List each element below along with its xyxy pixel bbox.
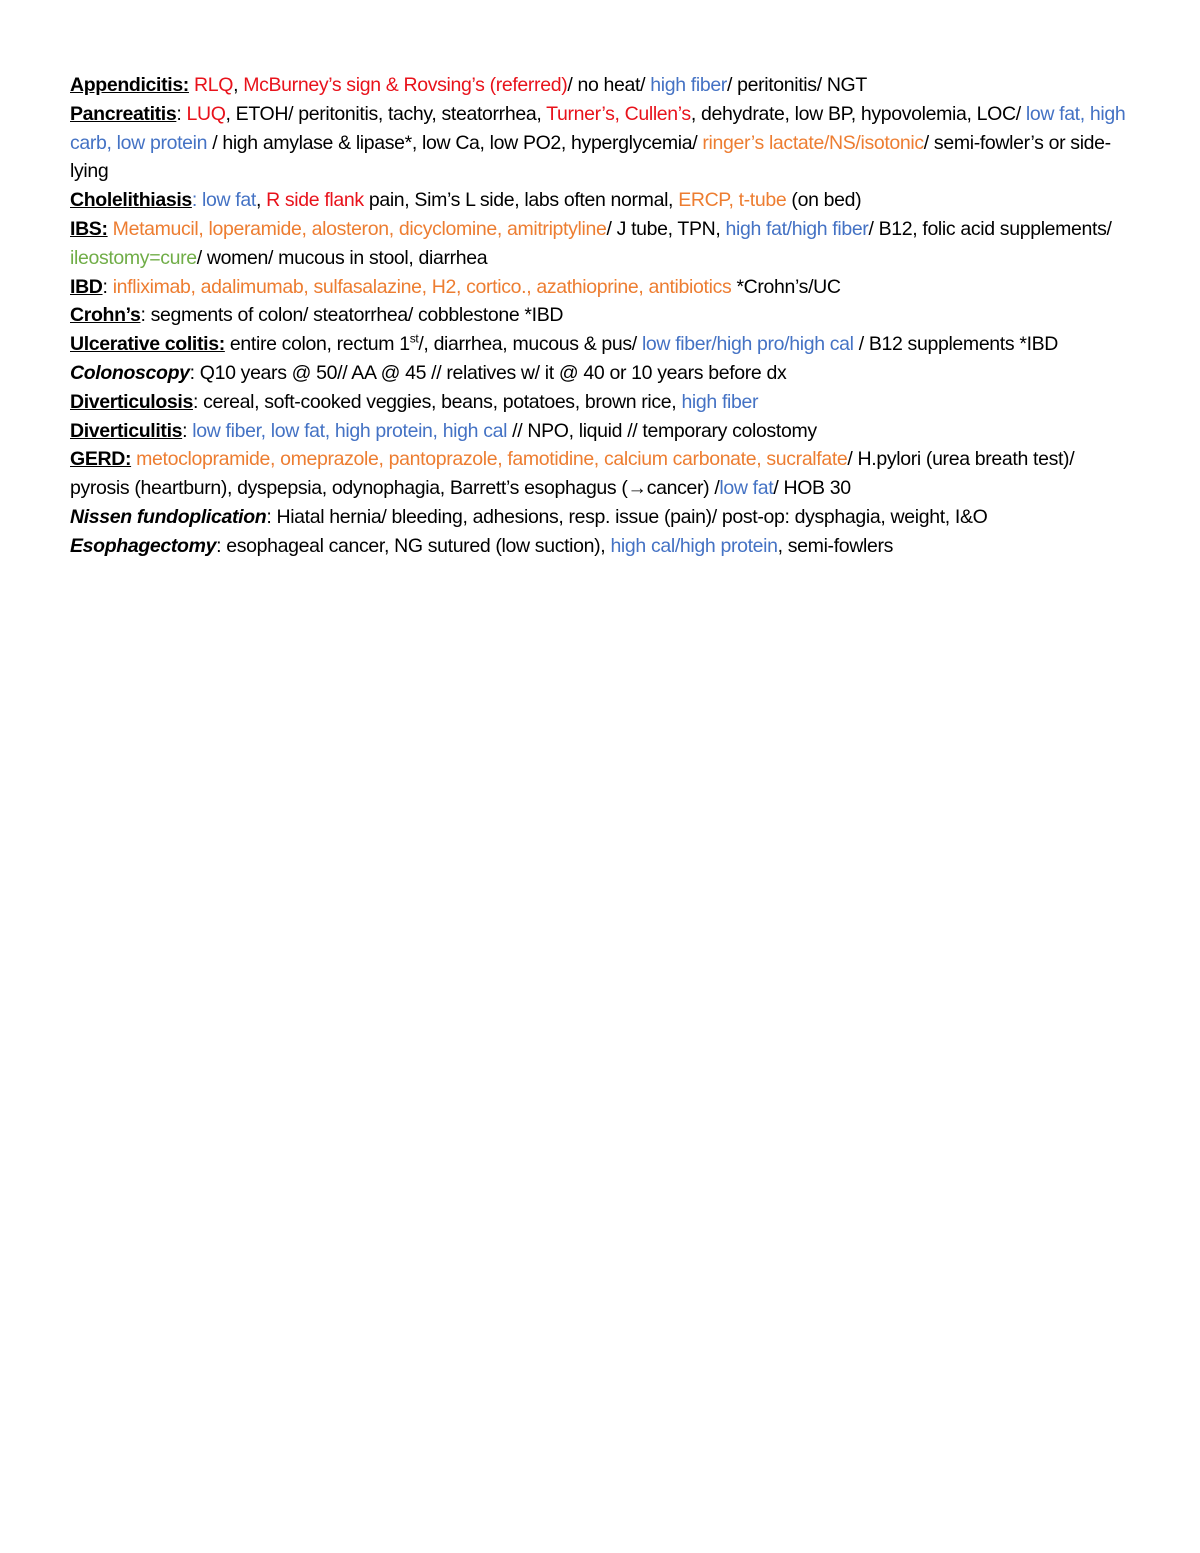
entry-text-segment: high fiber (681, 390, 759, 413)
note-entry (70, 71, 1130, 100)
entry-text-segment: : (102, 275, 113, 298)
note-entry (70, 417, 1130, 446)
entry-text-segment: metoclopramide, omeprazole, pantoprazole, famotidine, calcium carbonate, sucralfate (131, 448, 848, 471)
entry-heading: GERD: (70, 448, 132, 471)
entry-text-segment: / HOB 30 (773, 477, 851, 500)
entry-text-segment: : Q10 years @ 50// AA @ 45 // relatives w/ it @ 40 or 10 years before dx (189, 361, 787, 384)
entry-text-segment: : (182, 419, 193, 442)
entry-text-segment: infliximab, adalimumab, sulfasalazine, H2, cortico., azathioprine, antibiotics (112, 275, 732, 298)
note-entry (70, 532, 1130, 561)
note-entry (70, 301, 1130, 330)
entry-text-segment: : segments of colon/ steatorrhea/ cobblestone *IBD (140, 304, 564, 327)
entry-text-segment: low fat (719, 477, 774, 500)
entry-text-segment: / H.pylori (urea breath test)/ pyrosis (heartburn), dyspepsia, odynophagia, Barrett’s esophagus (→cancer) / (70, 448, 1075, 500)
entry-text-segment: : Hiatal hernia/ bleeding, adhesions, resp. issue (pain)/ post-op: dysphagia, weight, I&O (266, 505, 988, 528)
note-entry (70, 215, 1130, 273)
entry-text-segment: *Crohn’s/UC (731, 275, 841, 298)
entry-heading: Diverticulitis (70, 419, 183, 442)
entry-heading: Cholelithiasis (70, 189, 192, 212)
entry-text-segment: low fiber/high pro/high cal (641, 333, 854, 356)
entry-heading: Appendicitis: (70, 74, 189, 96)
entry-heading: Colonoscopy (70, 361, 190, 384)
entry-text-segment: / B12, folic acid supplements/ (868, 217, 1112, 240)
entry-text-segment: Metamucil, loperamide, alosteron, dicyclomine, amitriptyline (107, 217, 607, 240)
entry-text-segment: , semi-fowlers (777, 534, 894, 557)
note-entry (70, 330, 1130, 359)
note-entry (70, 186, 1130, 215)
note-entry (70, 100, 1130, 186)
entry-text-segment: st (409, 331, 419, 346)
note-entry (70, 503, 1130, 532)
entry-heading: Nissen fundoplication (70, 505, 267, 528)
entry-heading: IBD (70, 275, 103, 298)
entry-text-segment: low fiber, low fat, high protein, high cal (192, 419, 508, 442)
entry-text-segment: / peritonitis/ NGT (726, 74, 867, 96)
entry-text-segment: /, diarrhea, mucous & pus/ (418, 333, 642, 356)
entry-text-segment: RLQ (194, 74, 234, 96)
note-entry (70, 445, 1130, 503)
note-entry (70, 359, 1130, 388)
study-notes (70, 71, 1130, 561)
entry-text-segment: , (255, 189, 267, 212)
entry-text-segment: , (233, 74, 244, 96)
entry-text-segment: : low fat (191, 189, 256, 212)
entry-text-segment: pain, Sim’s L side, labs often normal, (363, 189, 679, 212)
entry-text-segment: entire colon, rectum 1 (224, 333, 410, 356)
entry-text-segment: : esophageal cancer, NG sutured (low suction), (216, 534, 611, 557)
entry-heading: IBS: (70, 217, 108, 240)
entry-text-segment: high fiber (650, 74, 727, 96)
entry-text-segment: , ETOH/ peritonitis, tachy, steatorrhea, (225, 102, 547, 125)
entry-heading: Crohn’s (70, 304, 141, 327)
entry-text-segment: ileostomy=cure (70, 246, 197, 269)
entry-text-segment: R side flank (266, 189, 364, 212)
entry-text-segment: / women/ mucous in stool, diarrhea (196, 246, 488, 269)
entry-text-segment: : cereal, soft-cooked veggies, beans, potatoes, brown rice, (192, 390, 682, 413)
entry-text-segment: : (176, 102, 187, 125)
entry-text-segment: / B12 supplements *IBD (853, 333, 1059, 356)
entry-text-segment: high fat/high fiber (725, 217, 869, 240)
entry-text-segment: / high amylase & lipase*, low Ca, low PO2, hyperglycemia/ (207, 131, 703, 154)
entry-text-segment: ERCP, t-tube (678, 189, 787, 212)
entry-text-segment: McBurney’s sign & Rovsing’s (referred) (243, 74, 568, 96)
entry-text-segment: high cal/high protein (610, 534, 778, 557)
entry-heading: Pancreatitis (70, 102, 177, 125)
entry-text-segment: / J tube, TPN, (606, 217, 726, 240)
entry-text-segment: low fat, high carb, low protein (70, 102, 1126, 154)
entry-text-segment: LUQ (186, 102, 226, 125)
entry-text-segment: // NPO, liquid // temporary colostomy (507, 419, 817, 442)
entry-text-segment: / semi-fowler’s or side-lying (70, 131, 1111, 183)
note-entry (70, 273, 1130, 302)
entry-text-segment: Turner’s, Cullen’s (546, 102, 691, 125)
note-entry (70, 388, 1130, 417)
entry-heading: Esophagectomy (70, 534, 217, 557)
entry-text-segment: ringer’s lactate/NS/isotonic (702, 131, 924, 154)
entry-text-segment: , dehydrate, low BP, hypovolemia, LOC/ (690, 102, 1026, 125)
entry-text-segment: (on bed) (786, 189, 862, 212)
entry-heading: Ulcerative colitis: (70, 333, 225, 356)
entry-text-segment: / no heat/ (567, 74, 651, 96)
entry-heading: Diverticulosis (70, 390, 193, 413)
